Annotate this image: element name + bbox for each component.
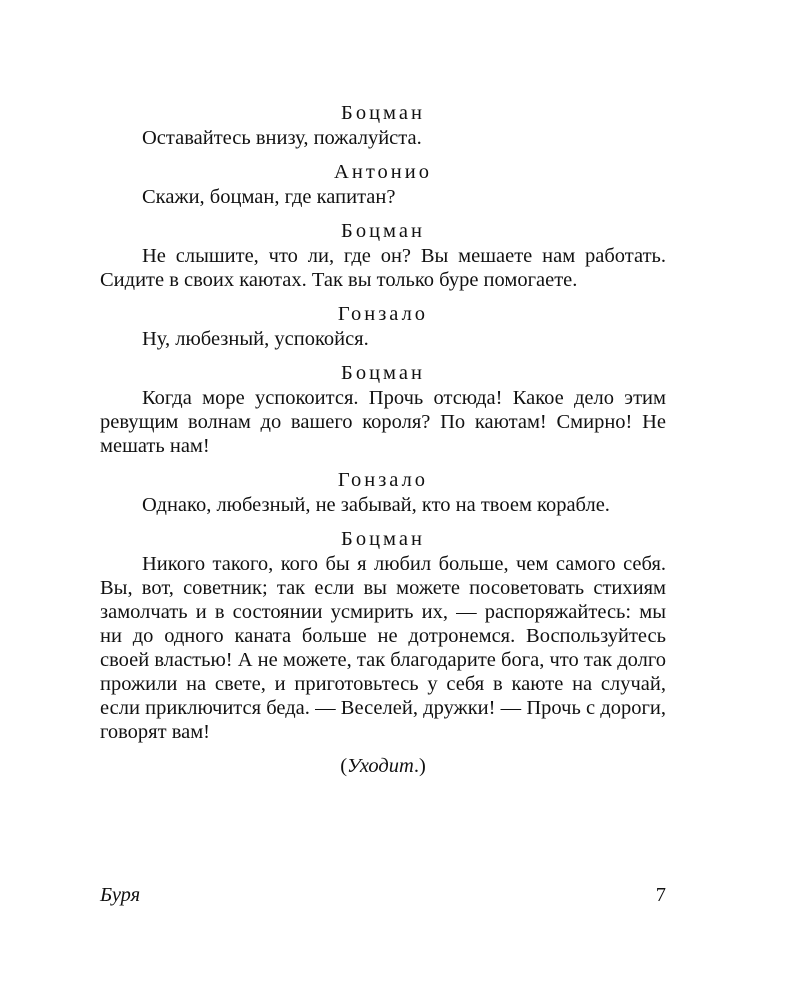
stage-direction-text: Уходит <box>347 755 414 777</box>
speaker-name: Гонзало <box>337 469 429 491</box>
running-footer-title: Буря <box>100 884 141 906</box>
speaker-name: Антонио <box>334 161 432 183</box>
speaker-name: Гонзало <box>337 303 429 325</box>
page-number: 7 <box>655 884 666 906</box>
speaker-name: Боцман <box>341 220 425 242</box>
speech-line: Оставайтесь внизу, пожалуйста. <box>142 127 422 149</box>
speech-line: Никого такого, кого бы я любил больше, чем самого себя. Вы, вот, советник; так если вы можете посоветовать стихиям замолчать и в состоянии усмирить их, — распоряжайтесь: мы ни до одного каната больше не дотронемся. Воспользуйтесь своей властью! А не можете, так благодарите бога, что так долго прожили на свете, и приготовьтесь у себя в каюте на случай, если приключится беда. — Веселей, дружки! — Прочь с дороги, говорят вам! <box>100 553 667 743</box>
speech-line: Когда море успокоится. Прочь отсюда! Какое дело этим ревущим волнам до вашего короля? По каютам! Смирно! Не мешать нам! <box>100 387 666 457</box>
speech-line: Однако, любезный, не забывай, кто на твоем корабле. <box>142 494 610 516</box>
speech-line: Скажи, боцман, где капитан? <box>142 186 396 208</box>
play-text <box>100 101 666 778</box>
stage-direction <box>100 754 666 778</box>
stage-direction-open: ( <box>340 755 348 777</box>
speaker-name: Боцман <box>341 102 425 124</box>
speaker-name: Боцман <box>341 528 425 550</box>
speaker-name: Боцман <box>341 362 425 384</box>
speech-line: Ну, любезный, успокойся. <box>142 328 369 350</box>
stage-direction-close: .) <box>413 755 426 777</box>
speech-line: Не слышите, что ли, где он? Вы мешаете нам работать. Сидите в своих каютах. Так вы только буре помогаете. <box>100 245 666 291</box>
